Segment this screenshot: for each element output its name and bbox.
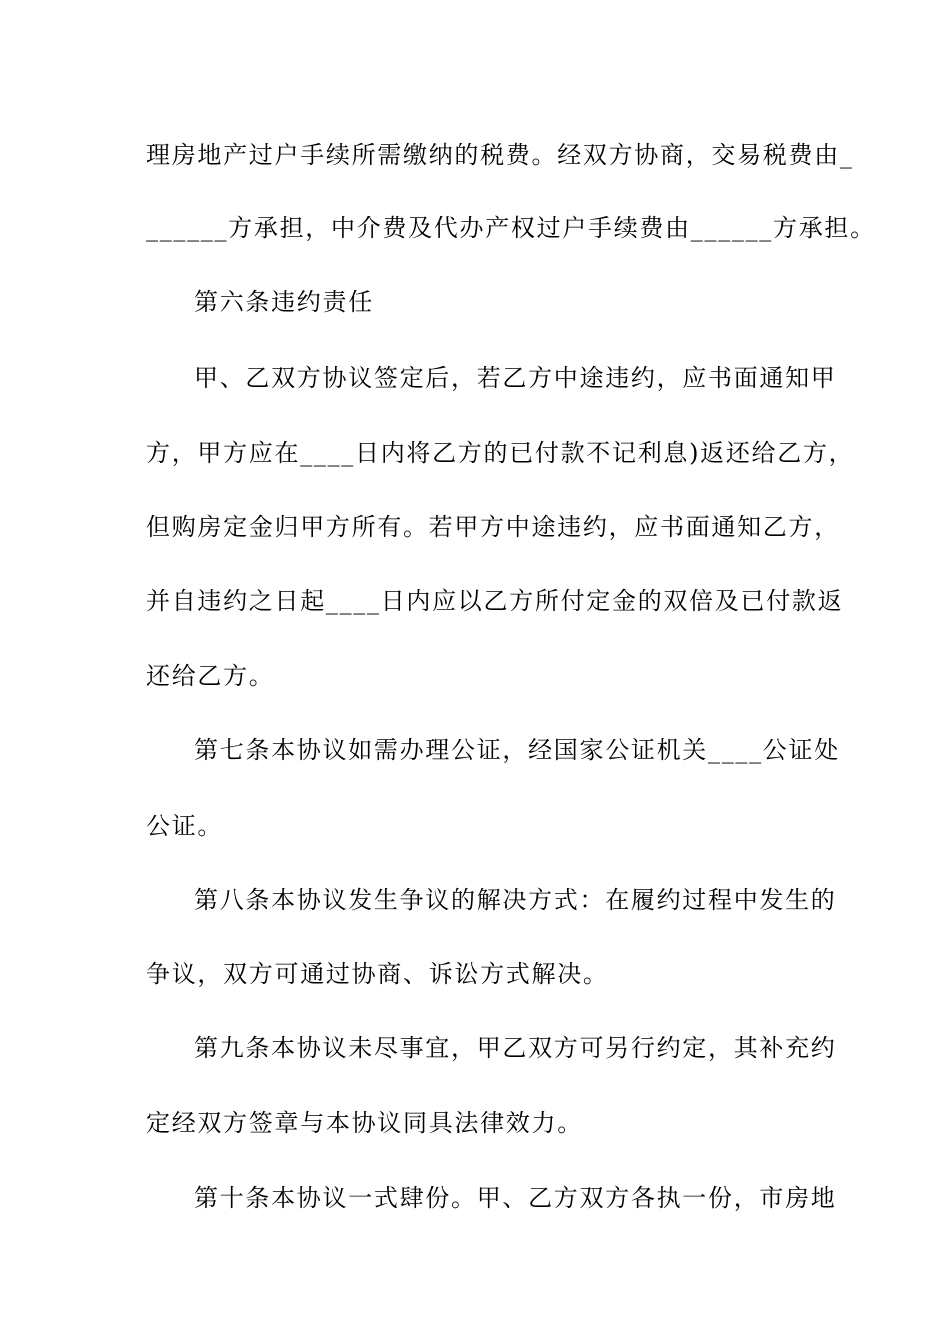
text-line-15: 第十条本协议一式肆份。甲、乙方双方各执一份，市房地 — [194, 1184, 837, 1212]
text-line-1: 理房地产过户手续所需缴纳的税费。经双方协商，交易税费由_ — [146, 141, 854, 169]
text-line-11: 第八条本协议发生争议的解决方式：在履约过程中发生的 — [194, 886, 837, 914]
text-line-7: 并自违约之日起____日内应以乙方所付定金的双倍及已付款返 — [146, 587, 844, 615]
text-line-9: 第七条本协议如需办理公证，经国家公证机关____公证处 — [194, 736, 840, 764]
text-line-2: ______方承担，中介费及代办产权过户手续费由______方承担。 — [146, 214, 876, 242]
text-line-8: 还给乙方。 — [146, 662, 275, 690]
text-line-14: 定经双方签章与本协议同具法律效力。 — [146, 1109, 583, 1137]
text-line-12: 争议，双方可通过协商、诉讼方式解决。 — [146, 960, 609, 988]
text-line-5: 方，甲方应在____日内将乙方的已付款不记利息)返还给乙方， — [146, 439, 855, 467]
section-heading-article-6: 第六条违约责任 — [194, 288, 374, 316]
text-line-6: 但购房定金归甲方所有。若甲方中途违约，应书面通知乙方， — [146, 513, 840, 541]
text-line-13: 第九条本协议未尽事宜，甲乙双方可另行约定，其补充约 — [194, 1034, 837, 1062]
text-line-10: 公证。 — [146, 812, 224, 840]
text-line-4: 甲、乙双方协议签定后，若乙方中途违约，应书面通知甲 — [194, 364, 837, 392]
